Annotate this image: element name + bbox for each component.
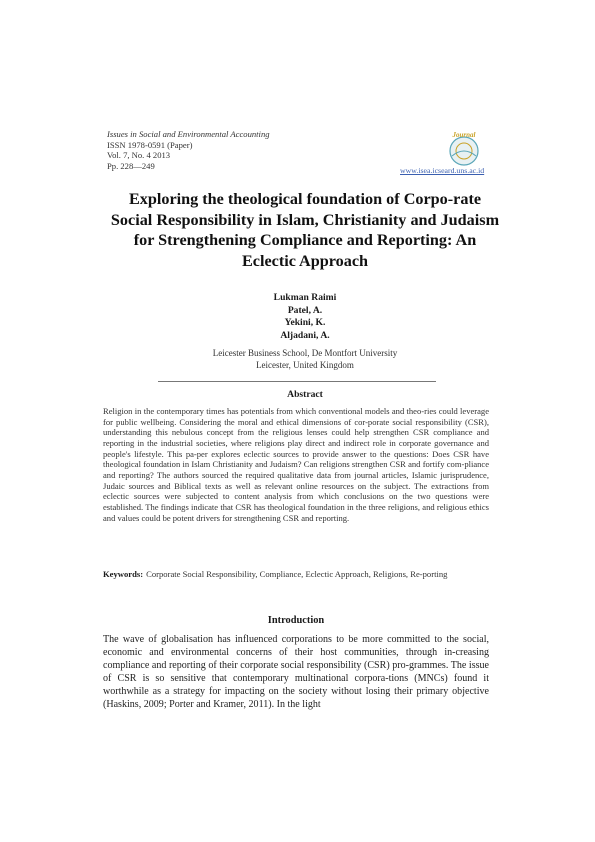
journal-url-link[interactable]: www.isea.icseard.uns.ac.id	[400, 166, 485, 175]
keywords	[103, 569, 489, 580]
abstract-text: Religion in the contemporary times has potentials from which conventional models and theo-ries could leverage for public wellbeing. Considering the moral and ethical dimensions of cor-porate social responsibility (CSR), understanding this nebulous concept from the religious lenses could help strengthen CSR compliance and reporting in the industrial societies, where religions play direct and indirect role in corporate governance and people's lifestyle. This pa-per explores eclectic sources to provide answer to the questions: Does CSR have theological foundation in Islam Christianity and Judaism? Can religions strengthen CSR and fortify com-pliance and reporting? The authors sourced the required qualitative data from journal articles, Islamic jurisprudence, Judaic sources and Biblical texts as well as relevant online resources on the subject. The extractions from eclectic sources were subjected to content analysis from which conclusions on the two questions were established. The findings indicate that CSR has theological foundation in the three religions, and religious ethics and values could be potent drivers for strengthening CSR and reporting.	[103, 406, 489, 523]
keywords-label: Keywords:	[103, 569, 144, 579]
issn: ISSN 1978-0591 (Paper)	[107, 139, 193, 150]
logo-text: Journal	[452, 131, 476, 139]
author-name: Patel, A.	[287, 304, 323, 316]
introduction-text: The wave of globalisation has influenced corporations to be more committed to the social, economic and environmental concerns of their host communities, through in-creasing compliance and reporting of their corporate social responsibility (CSR) pro-grammes. The issue of CSR is so sensitive that contemporary multinational corpora-tions (MNCs) found it worthwhile as a strategy for impacting on the society without losing their primary objective (Haskins, 2009; Porter and Kramer, 2011). In the light	[103, 634, 489, 710]
author-list	[110, 292, 500, 342]
affiliation-line: Leicester, United Kingdom	[256, 359, 354, 370]
section-divider	[158, 381, 436, 382]
author-name: Aljadani, A.	[280, 329, 330, 341]
author-name: Yekini, K.	[284, 317, 326, 329]
affiliation-line: Leicester Business School, De Montfort University	[212, 348, 398, 358]
keywords-text: Corporate Social Responsibility, Compliance, Eclectic Approach, Religions, Re-porting	[146, 569, 448, 579]
volume-issue: Vol. 7, No. 4 2013	[107, 150, 171, 161]
affiliation	[110, 348, 500, 371]
journal-header	[107, 129, 270, 171]
journal-logo-icon	[443, 128, 485, 168]
author-name: Lukman Raimi	[273, 292, 337, 303]
journal-name: Issues in Social and Environmental Accounting	[107, 129, 270, 139]
introduction-heading: Introduction	[267, 615, 325, 626]
paper-title: Exploring the theological foundation of Corpo-rate Social Responsibility in Islam, Christianity and Judaism for Strengthening Compliance and Reporting: An Eclectic Approach	[110, 190, 500, 270]
page-range: Pp. 228—249	[107, 160, 155, 171]
abstract-heading: Abstract	[287, 389, 323, 400]
